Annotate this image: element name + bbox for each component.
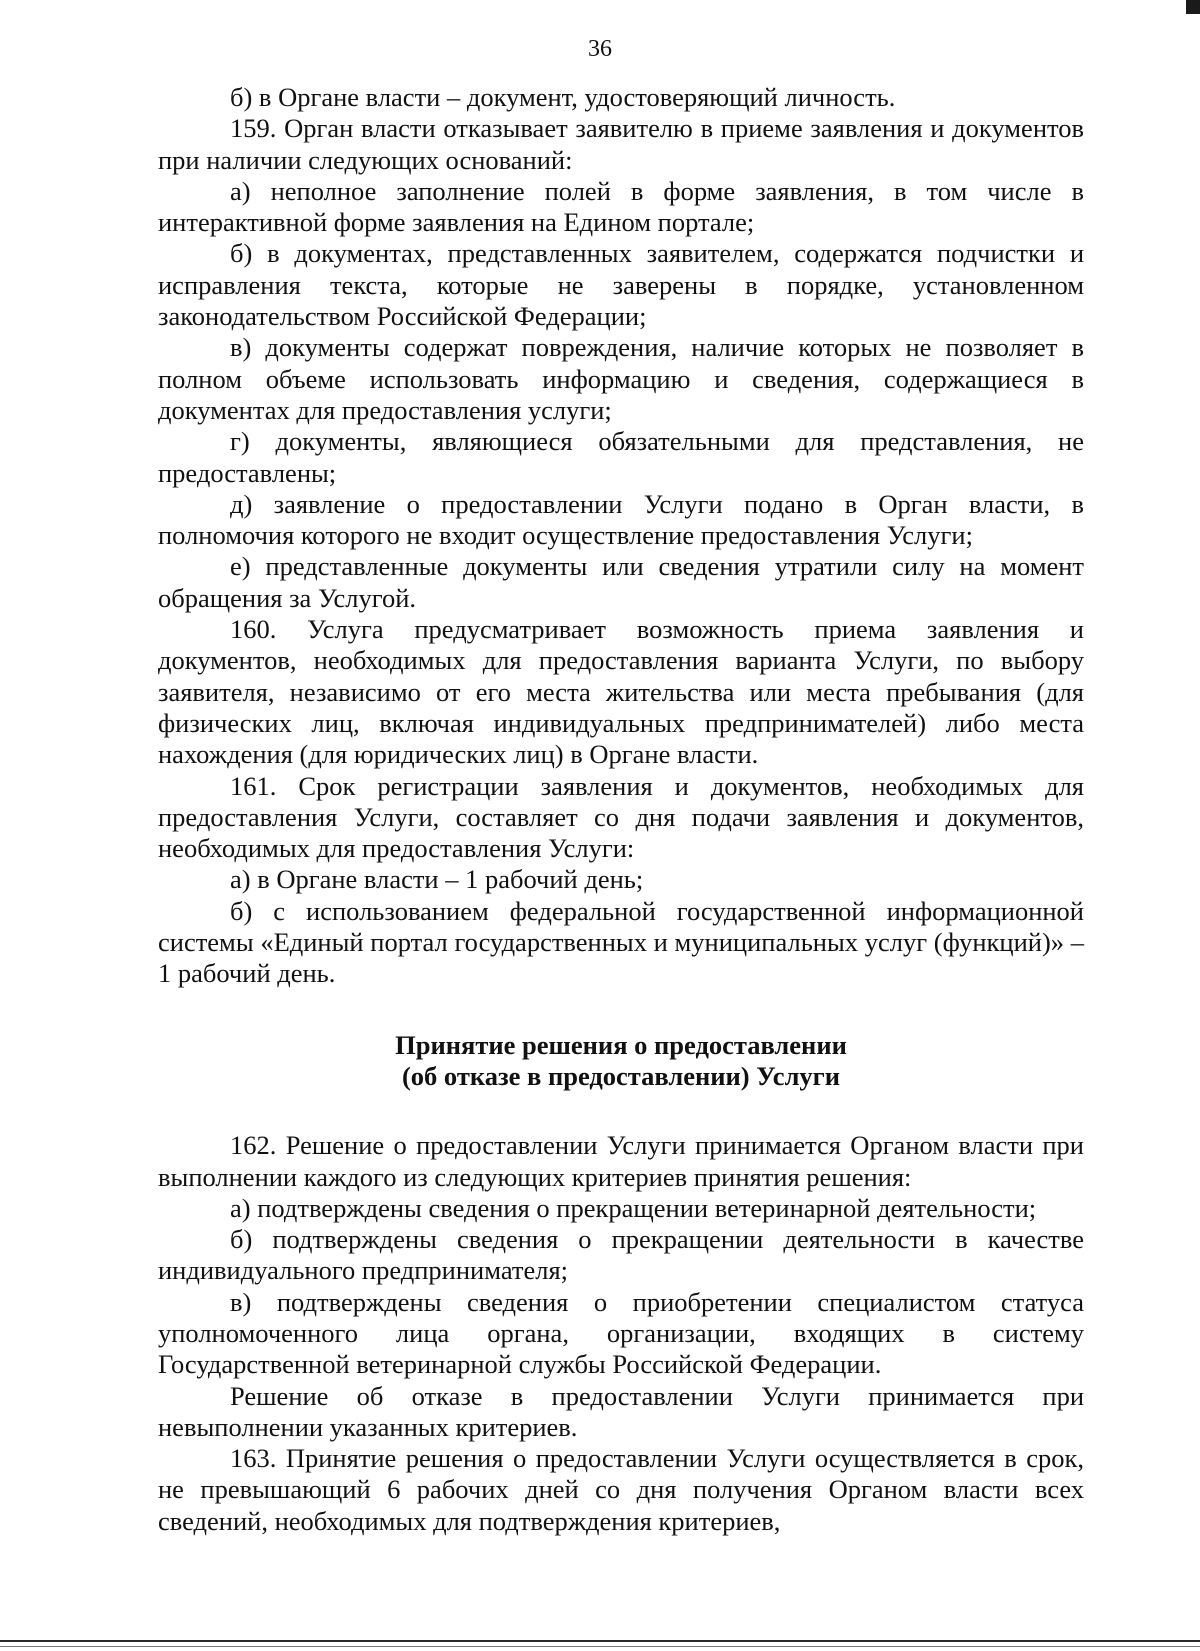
paragraph: е) представленные документы или сведения утратили силу на момент обращения за Услугой. (158, 551, 1084, 613)
scan-bottom-rule-thin (0, 1646, 1200, 1647)
paragraph: а) в Органе власти – 1 рабочий день; (230, 864, 644, 895)
paragraph: а) подтверждены сведения о прекращении ветеринарной деятельности; (230, 1192, 1037, 1223)
scan-edge-mark (1186, 0, 1200, 14)
paragraph: в) документы содержат повреждения, наличие которых не позволяет в полном объеме использовать информацию и сведения, содержащиеся в документах для предоставления услуги; (158, 332, 1084, 425)
scan-bottom-rule (0, 1640, 1200, 1642)
section-heading-line: Принятие решения о предоставлении (395, 1029, 847, 1060)
paragraph: б) в Органе власти – документ, удостоверяющий личность. (230, 82, 896, 112)
paragraph: а) неполное заполнение полей в форме заявления, в том числе в интерактивной форме заявления на Едином портале; (158, 175, 1084, 238)
paragraph: г) документы, являющиеся обязательными для представления, не предоставлены; (158, 426, 1084, 488)
section-heading (158, 1030, 1084, 1093)
page-number: 36 (588, 36, 612, 62)
section-heading-line: (об отказе в предоставлении) Услуги (401, 1060, 840, 1091)
paragraph: Решение об отказе в предоставлении Услуги принимается при невыполнении указанных критериев. (158, 1380, 1084, 1442)
paragraph: 160. Услуга предусматривает возможность приема заявления и документов, необходимых для предоставления варианта Услуги, по выбору заявителя, независимо от его места жительства или места пребывания (для физических лиц, включая индивидуальных предпринимателей) либо места нахождения (для юридических лиц) в Органе власти. (158, 614, 1084, 770)
paragraph: 159. Орган власти отказывает заявителю в приеме заявления и документов при наличии следующих оснований: (158, 113, 1084, 175)
paragraph: д) заявление о предоставлении Услуги подано в Орган власти, в полномочия которого не входит осуществление предоставления Услуги; (158, 488, 1084, 551)
paragraph: 162. Решение о предоставлении Услуги принимается Органом власти при выполнении каждого из следующих критериев принятия решения: (158, 1130, 1084, 1192)
paragraph: в) подтверждены сведения о приобретении специалистом статуса уполномоченного лица органа, организации, входящих в систему Государственной ветеринарной службы Российской Федерации. (158, 1286, 1084, 1380)
paragraph: б) подтверждены сведения о прекращении деятельности в качестве индивидуального предпринимателя; (158, 1224, 1084, 1286)
paragraph: б) в документах, представленных заявителем, содержатся подчистки и исправления текста, которые не заверены в порядке, установленном законодательством Российской Федерации; (158, 238, 1084, 332)
paragraph: 163. Принятие решения о предоставлении Услуги осуществляется в срок, не превышающий 6 рабочих дней со дня получения Органом власти всех сведений, необходимых для подтверждения критериев, (158, 1443, 1084, 1536)
document-body (158, 82, 1084, 1537)
paragraph: 161. Срок регистрации заявления и документов, необходимых для предоставления Услуги, составляет со дня подачи заявления и документов, необходимых для предоставления Услуги: (158, 770, 1084, 864)
paragraph: б) с использованием федеральной государственной информационной системы «Единый портал государственных и муниципальных услуг (функций)» – 1 рабочий день. (158, 895, 1084, 989)
